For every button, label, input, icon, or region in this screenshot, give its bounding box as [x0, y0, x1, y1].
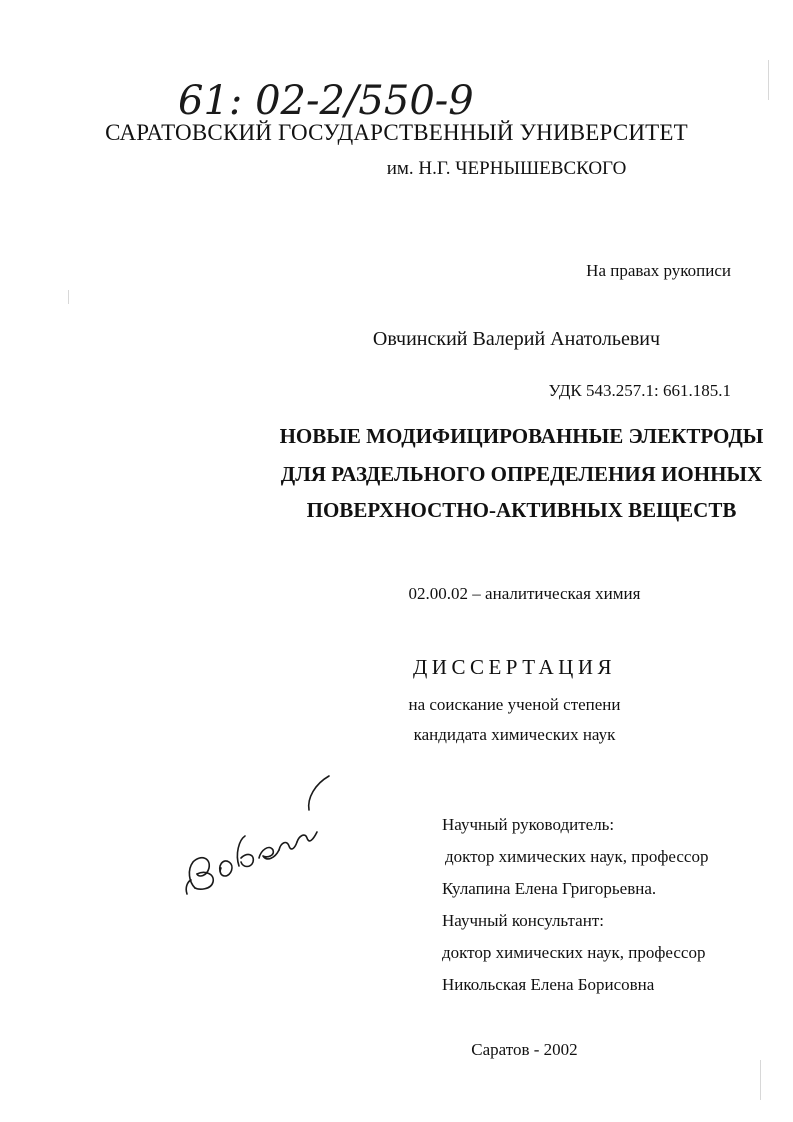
specialty-code: 02.00.02 – аналитическая химия: [408, 584, 641, 603]
thesis-title-line: ПОВЕРХНОСТНО-АКТИВНЫХ ВЕЩЕСТВ: [306, 498, 737, 522]
dissertation-label: ДИССЕРТАЦИЯ: [412, 655, 617, 679]
manuscript-rights-note: На правах рукописи: [586, 261, 731, 280]
thesis-title-line: ДЛЯ РАЗДЕЛЬНОГО ОПРЕДЕЛЕНИЯ ИОННЫХ: [280, 462, 763, 486]
consultant-title: Научный консультант:: [442, 911, 604, 930]
supervisor-title: Научный руководитель:: [442, 815, 615, 834]
scan-mark: [768, 60, 769, 100]
author-name: Овчинский Валерий Анатольевич: [372, 328, 661, 350]
consultant-name: Никольская Елена Борисовна: [442, 975, 655, 994]
supervisor-name: Кулапина Елена Григорьевна.: [442, 879, 657, 898]
author-signature: [183, 770, 333, 895]
supervisor-degree: доктор химических наук, профессор: [445, 847, 709, 866]
thesis-title-line: НОВЫЕ МОДИФИЦИРОВАННЫЕ ЭЛЕКТРОДЫ: [279, 424, 764, 448]
university-patron: им. Н.Г. ЧЕРНЫШЕВСКОГО: [386, 158, 627, 179]
consultant-degree: доктор химических наук, профессор: [442, 943, 706, 962]
scan-mark: [760, 1060, 761, 1100]
degree-line: кандидата химических наук: [413, 725, 616, 744]
university-name: САРАТОВСКИЙ ГОСУДАРСТВЕННЫЙ УНИВЕРСИТЕТ: [105, 120, 688, 145]
udk-code: УДК 543.257.1: 661.185.1: [548, 381, 731, 400]
scan-mark: [68, 290, 69, 304]
city-year: Саратов - 2002: [471, 1040, 578, 1059]
archive-code-text: 61: 02-2/550-9: [178, 78, 474, 124]
degree-line: на соискание ученой степени: [408, 695, 621, 714]
